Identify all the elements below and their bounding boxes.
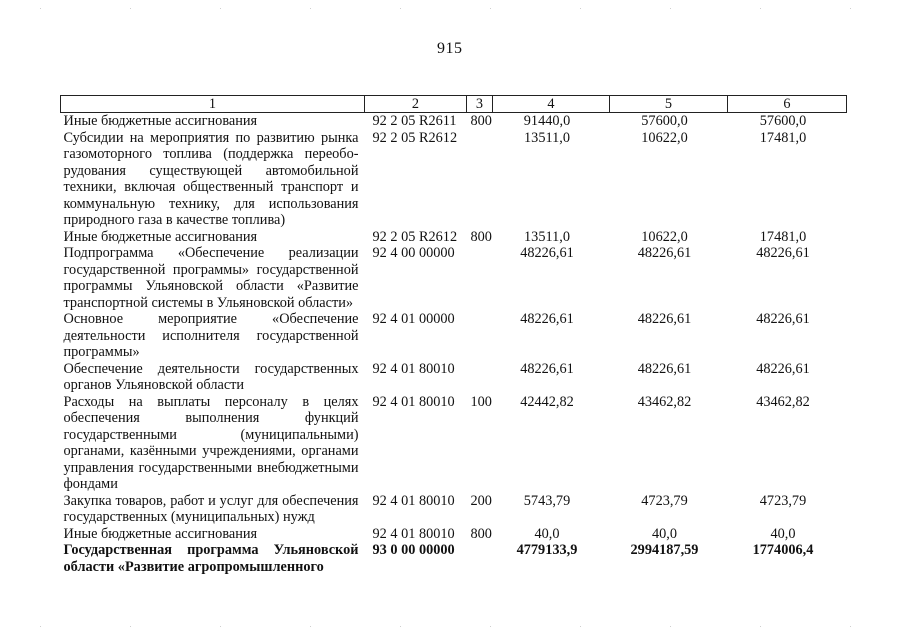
- row-type: [467, 361, 493, 394]
- row-value-3: 48226,61: [756, 360, 810, 377]
- table-row: [61, 113, 847, 130]
- row-code: 92 4 01 80010: [372, 360, 455, 377]
- row-code: 93 0 00 00000: [372, 542, 455, 558]
- row-value-1: 4779133,9: [516, 542, 578, 558]
- table-row: [61, 311, 847, 361]
- table-row: [61, 130, 847, 229]
- row-name: Иные бюджетные ассигнования: [63, 525, 258, 542]
- row-value-2: 4723,79: [641, 492, 688, 509]
- table-header-row: [61, 96, 847, 113]
- row-name: Государственная программа Ульяновской области «Развитие агропромышленного: [63, 542, 359, 575]
- row-value-1: 13511,0: [524, 129, 570, 146]
- row-value-1: 48226,61: [520, 360, 574, 377]
- scan-edge-top: [40, 8, 870, 9]
- table-row: [61, 229, 847, 246]
- row-value-2: 10622,0: [641, 228, 688, 245]
- row-name: Иные бюджетные ассигнования: [63, 228, 258, 245]
- row-code: 92 2 05 R2611: [372, 113, 457, 129]
- row-value-1: 40,0: [534, 525, 560, 542]
- row-name: Обеспечение деятельности государственных органов Ульяновской области: [63, 360, 359, 393]
- row-value-2: 48226,61: [637, 311, 692, 327]
- row-value-2: 48226,61: [637, 245, 692, 261]
- row-type: [467, 311, 493, 361]
- row-value-1: 42442,82: [520, 393, 574, 410]
- row-value-2: 2994187,59: [630, 542, 699, 558]
- row-name: Основное мероприятие «Обеспечение деятельности исполнителя государственной программы»: [63, 311, 359, 360]
- row-value-3: 17481,0: [759, 228, 807, 245]
- row-value-1: 91440,0: [523, 113, 571, 129]
- row-type: 200: [470, 492, 492, 509]
- header-col-code: 2: [365, 96, 467, 113]
- row-value-2: 43462,82: [637, 393, 692, 410]
- row-code: 92 4 00 00000: [372, 245, 455, 261]
- row-name: Иные бюджетные ассигнования: [63, 113, 258, 129]
- row-value-2: 57600,0: [641, 113, 688, 129]
- row-type: [467, 542, 493, 575]
- table-row: [61, 394, 847, 493]
- row-code: 92 4 01 00000: [372, 311, 455, 327]
- header-col-year3: 6: [728, 96, 847, 113]
- row-name: Закупка товаров, работ и услуг для обеспечения государственных (муниципальных) нужд: [63, 492, 359, 525]
- row-value-3: 17481,0: [759, 129, 807, 146]
- budget-table: [60, 95, 847, 575]
- row-value-1: 13511,0: [524, 228, 570, 245]
- header-col-name: 1: [61, 96, 365, 113]
- row-name: Расходы на выплаты персоналу в целях обеспечения выполнения функций государственными (муниципальными) органами, казёнными учреждениями, органами управления государственными внебюджетными фондами: [63, 393, 359, 492]
- row-value-1: 48226,61: [520, 245, 574, 261]
- row-value-2: 40,0: [651, 525, 678, 542]
- row-value-2: 10622,0: [641, 129, 688, 146]
- row-code: 92 2 05 R2612: [372, 129, 458, 146]
- row-value-3: 43462,82: [756, 393, 810, 410]
- row-value-3: 48226,61: [756, 311, 810, 327]
- header-col-year2: 5: [610, 96, 728, 113]
- table-row: [61, 245, 847, 311]
- row-value-1: 5743,79: [523, 492, 571, 509]
- row-code: 92 4 01 80010: [372, 393, 455, 410]
- row-type: [467, 130, 493, 229]
- table-row: [61, 526, 847, 543]
- row-name: Подпрограмма «Обеспечение реализации государственной программы» государственной программы Ульяновской области «Развитие транспортной системы в Ульяновской области»: [63, 245, 359, 311]
- row-value-1: 48226,61: [520, 311, 574, 327]
- row-type: 100: [470, 393, 492, 410]
- row-value-3: 4723,79: [759, 492, 807, 509]
- row-value-3: 40,0: [770, 525, 796, 542]
- header-col-type: 3: [467, 96, 493, 113]
- row-type: 800: [470, 113, 492, 129]
- row-code: 92 2 05 R2612: [372, 228, 458, 245]
- table-row: [61, 361, 847, 394]
- table-row: [61, 493, 847, 526]
- row-value-3: 48226,61: [756, 245, 810, 261]
- page-number: 915: [437, 40, 463, 57]
- row-code: 92 4 01 80010: [372, 525, 455, 542]
- row-name: Субсидии на мероприятия по развитию рынка газомоторного топлива (поддержка переобо-рудования существующей автомобильной техники, включая общественный транспорт и коммунальную технику, для использования природного газа в качестве топлива): [63, 129, 359, 228]
- scan-edge-bottom: [40, 626, 870, 627]
- row-value-2: 48226,61: [637, 360, 692, 377]
- table-row-program-total: [61, 542, 847, 575]
- row-type: [467, 245, 493, 311]
- row-value-3: 57600,0: [759, 113, 807, 129]
- header-col-year1: 4: [493, 96, 610, 113]
- row-code: 92 4 01 80010: [372, 492, 455, 509]
- row-type: 800: [470, 525, 492, 542]
- row-value-3: 1774006,4: [752, 542, 814, 558]
- row-type: 800: [470, 228, 492, 245]
